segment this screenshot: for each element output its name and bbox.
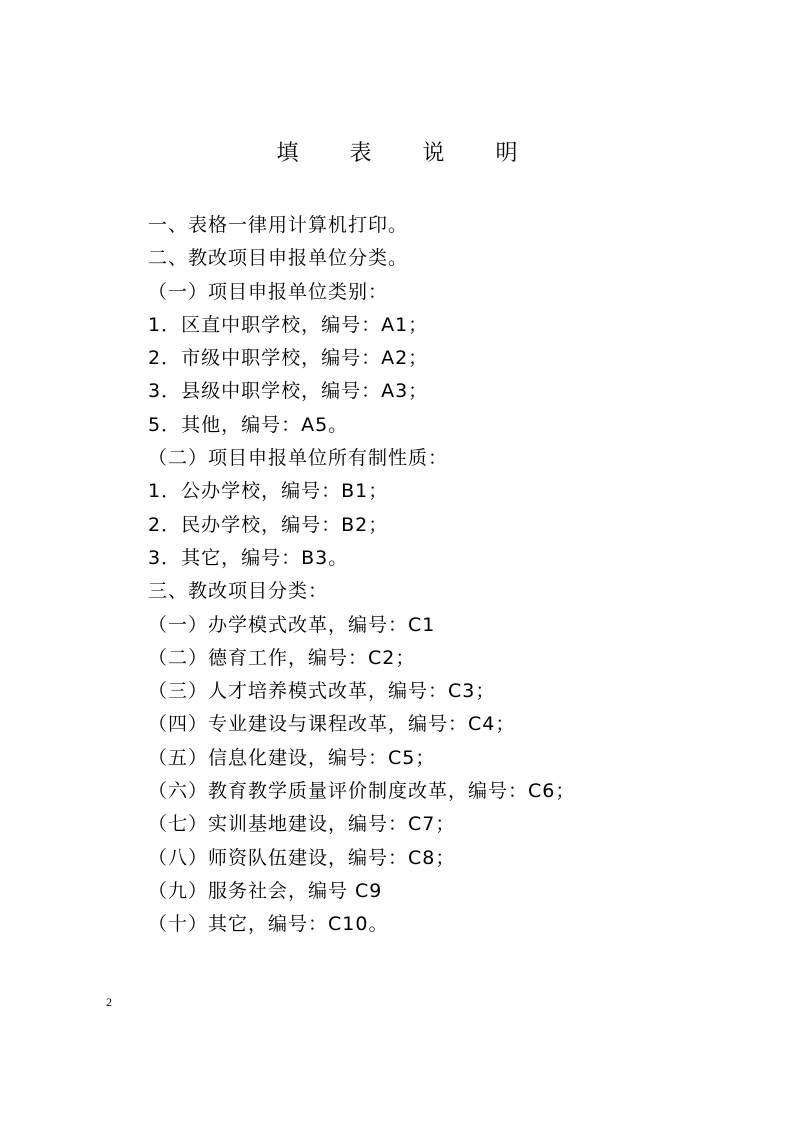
instruction-line: （五）信息化建设，编号：C5； bbox=[148, 746, 436, 769]
instruction-line: 1．区直中职学校，编号：A1； bbox=[148, 313, 429, 336]
instruction-line: 3．其它，编号：B3。 bbox=[148, 546, 349, 569]
instruction-line: （二）项目申报单位所有制性质： bbox=[148, 447, 449, 470]
instruction-line: （一）项目申报单位类别： bbox=[148, 280, 389, 303]
instruction-line: 3．县级中职学校，编号：A3； bbox=[148, 380, 429, 403]
page-title: 填 表 说 明 bbox=[276, 141, 540, 166]
instruction-line: （三）人才培养模式改革，编号：C3； bbox=[148, 680, 496, 703]
instruction-line: （四）专业建设与课程改革，编号：C4； bbox=[148, 713, 516, 736]
instruction-line: 2．市级中职学校，编号：A2； bbox=[148, 347, 429, 370]
instruction-line: 二、教改项目申报单位分类。 bbox=[148, 247, 409, 270]
instruction-line: 2．民办学校，编号：B2； bbox=[148, 513, 389, 536]
instruction-line: 1．公办学校，编号：B1； bbox=[148, 480, 389, 503]
instruction-line: 一、表格一律用计算机打印。 bbox=[148, 214, 409, 236]
instruction-line: （十）其它，编号：C10。 bbox=[148, 913, 389, 936]
instruction-line: （九）服务社会，编号 C9 bbox=[148, 879, 383, 902]
instruction-line: （七）实训基地建设，编号：C7； bbox=[148, 813, 456, 836]
instruction-line: 三、教改项目分类： bbox=[148, 580, 329, 603]
page-number: 2 bbox=[106, 995, 112, 1009]
instruction-line: 5．其他，编号：A5。 bbox=[148, 413, 349, 436]
instruction-line: （二）德育工作，编号：C2； bbox=[148, 646, 416, 669]
instruction-line: （六）教育教学质量评价制度改革，编号：C6； bbox=[148, 780, 576, 803]
instructions-body bbox=[148, 209, 708, 942]
instruction-line: （八）师资队伍建设，编号：C8； bbox=[148, 846, 456, 869]
instruction-line: （一）办学模式改革，编号：C1 bbox=[148, 613, 436, 636]
